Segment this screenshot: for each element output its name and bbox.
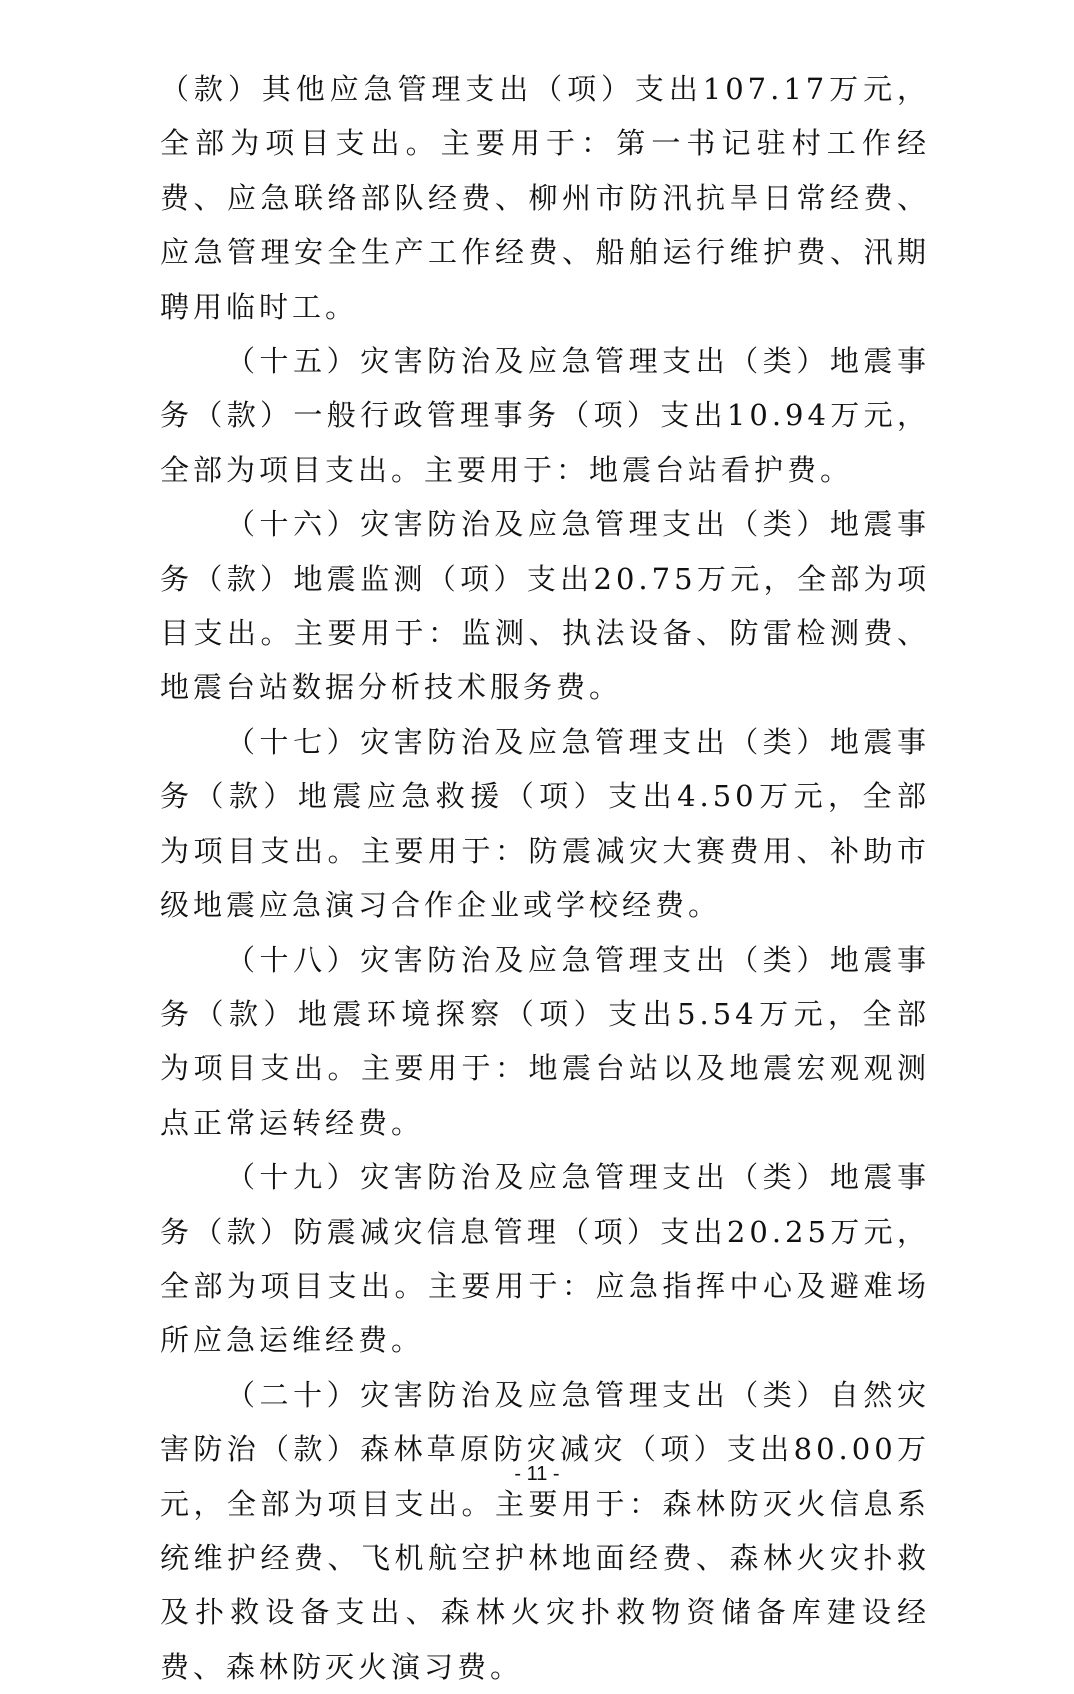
paragraph-item-16: （十六）灾害防治及应急管理支出（类）地震事务（款）地震监测（项）支出20.75万元，全部为项目支出。主要用于：监测、执法设备、防雷检测费、地震台站数据分析技术服务费。 — [160, 507, 930, 705]
paragraph-continuation: （款）其他应急管理支出（项）支出107.17万元，全部为项目支出。主要用于：第一书记驻村工作经费、应急联络部队经费、柳州市防汛抗旱日常经费、应急管理安全生产工作经费、船舶运行维护费、汛期聘用临时工。 — [160, 72, 930, 324]
paragraph-item-18: （十八）灾害防治及应急管理支出（类）地震事务（款）地震环境探察（项）支出5.54万元，全部为项目支出。主要用于：地震台站以及地震宏观观测点正常运转经费。 — [160, 942, 930, 1140]
page-number: - 11 - — [514, 1463, 560, 1485]
paragraph-item-17: （十七）灾害防治及应急管理支出（类）地震事务（款）地震应急救援（项）支出4.50万元，全部为项目支出。主要用于：防震减灾大赛费用、补助市级地震应急演习合作企业或学校经费。 — [160, 724, 930, 923]
paragraph-item-15: （十五）灾害防治及应急管理支出（类）地震事务（款）一般行政管理事务（项）支出10.94万元，全部为项目支出。主要用于：地震台站看护费。 — [160, 344, 930, 487]
document-body — [160, 62, 930, 1694]
paragraph-item-19: （十九）灾害防治及应急管理支出（类）地震事务（款）防震减灾信息管理（项）支出20.25万元，全部为项目支出。主要用于：应急指挥中心及避难场所应急运维经费。 — [160, 1160, 930, 1358]
paragraph-item-20: （二十）灾害防治及应急管理支出（类）自然灾害防治（款）森林草原防灾减灾（项）支出80.00万元，全部为项目支出。主要用于：森林防灭火信息系统维护经费、飞机航空护林地面经费、森林火灾扑救及扑救设备支出、森林火灾扑救物资储备库建设经费、森林防灭火演习费。 — [160, 1377, 930, 1684]
